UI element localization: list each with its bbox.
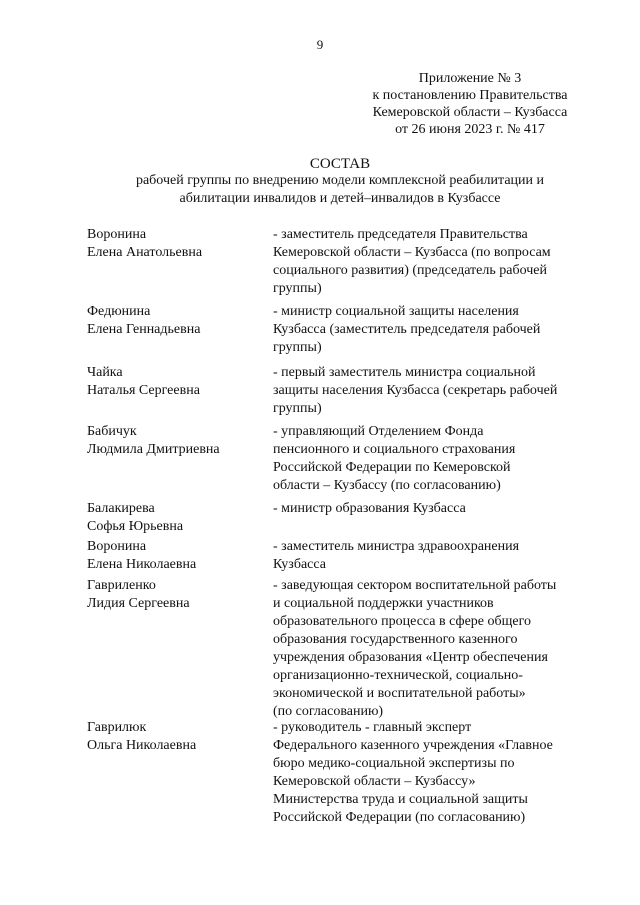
role-line: - первый заместитель министра социальной [273, 365, 536, 380]
role-line: - заместитель министра здравоохранения [273, 539, 520, 554]
role-line: образовательного процесса в сфере общего [273, 614, 532, 629]
member-surname: Воронина [87, 539, 147, 554]
role-line: - заведующая сектором воспитательной работы [273, 578, 557, 593]
role-line: Российской Федерации (по согласованию) [273, 810, 526, 825]
role-line: области – Кузбассу (по согласованию) [273, 478, 501, 493]
role-line: Министерства труда и социальной защиты [273, 792, 528, 807]
role-line: - министр социальной защиты населения [273, 304, 519, 319]
member-given-name: Лидия Сергеевна [87, 596, 190, 611]
member-surname: Бабичук [87, 424, 137, 439]
member-role [273, 226, 603, 298]
appendix-line: от 26 июня 2023 г. № 417 [395, 122, 545, 137]
member-given-name: Софья Юрьевна [87, 519, 184, 534]
role-line: и социальной поддержки участников [273, 596, 494, 611]
member-role [273, 303, 603, 357]
member-name [87, 226, 267, 262]
role-line: Российской Федерации по Кемеровской [273, 460, 511, 475]
member-surname: Балакирева [87, 501, 155, 516]
appendix-block [340, 70, 600, 138]
role-line: экономической и воспитательной работы» [273, 686, 526, 701]
member-name [87, 538, 267, 574]
member-surname: Федюнина [87, 304, 151, 319]
appendix-line: Приложение № 3 [418, 71, 522, 86]
member-surname: Гавриленко [87, 578, 156, 593]
role-line: - министр образования Кузбасса [273, 501, 466, 516]
member-name [87, 719, 267, 755]
role-line: группы) [273, 401, 322, 416]
member-role [273, 577, 603, 721]
member-name [87, 423, 267, 459]
member-name [87, 577, 267, 613]
role-line: образования государственного казенного [273, 632, 518, 647]
role-line: (по согласованию) [273, 704, 384, 719]
member-name [87, 364, 267, 400]
role-line: организационно-технической, социально- [273, 668, 523, 683]
member-name [87, 500, 267, 536]
role-line: Федерального казенного учреждения «Главное [273, 738, 553, 753]
member-surname: Воронина [87, 227, 147, 242]
role-line: - управляющий Отделением Фонда [273, 424, 484, 439]
role-line: Кемеровской области – Кузбасса (по вопросам [273, 245, 551, 260]
member-role [273, 538, 603, 574]
role-line: Кузбасса (заместитель председателя рабочей [273, 322, 541, 337]
document-subtitle [60, 172, 620, 208]
member-surname: Гаврилюк [87, 720, 147, 735]
role-line: учреждения образования «Центр обеспечения [273, 650, 548, 665]
role-line: Кузбасса [273, 557, 326, 572]
page-number: 9 [316, 37, 324, 52]
member-given-name: Людмила Дмитриевна [87, 442, 220, 457]
member-surname: Чайка [87, 365, 123, 380]
role-line: группы) [273, 281, 322, 296]
member-role [273, 364, 603, 418]
appendix-line: к постановлению Правительства [372, 88, 568, 103]
member-role [273, 423, 603, 495]
role-line: Кемеровской области – Кузбассу» [273, 774, 476, 789]
role-line: - руководитель - главный эксперт [273, 720, 472, 735]
member-given-name: Елена Анатольевна [87, 245, 203, 260]
role-line: защиты населения Кузбасса (секретарь рабочей [273, 383, 558, 398]
role-line: социального развития) (председатель рабочей [273, 263, 547, 278]
appendix-line: Кемеровской области – Кузбасса [372, 105, 568, 120]
member-given-name: Елена Геннадьевна [87, 322, 201, 337]
member-given-name: Ольга Николаевна [87, 738, 197, 753]
member-given-name: Елена Николаевна [87, 557, 197, 572]
document-title: СОСТАВ [309, 156, 371, 172]
subtitle-line: абилитации инвалидов и детей–инвалидов в Кузбассе [179, 191, 501, 206]
member-given-name: Наталья Сергеевна [87, 383, 200, 398]
role-line: - заместитель председателя Правительства [273, 227, 528, 242]
member-role [273, 500, 603, 518]
role-line: пенсионного и социального страхования [273, 442, 516, 457]
role-line: бюро медико-социальной экспертизы по [273, 756, 515, 771]
role-line: группы) [273, 340, 322, 355]
member-role [273, 719, 603, 827]
member-name [87, 303, 267, 339]
subtitle-line: рабочей группы по внедрению модели комплексной реабилитации и [135, 173, 545, 188]
